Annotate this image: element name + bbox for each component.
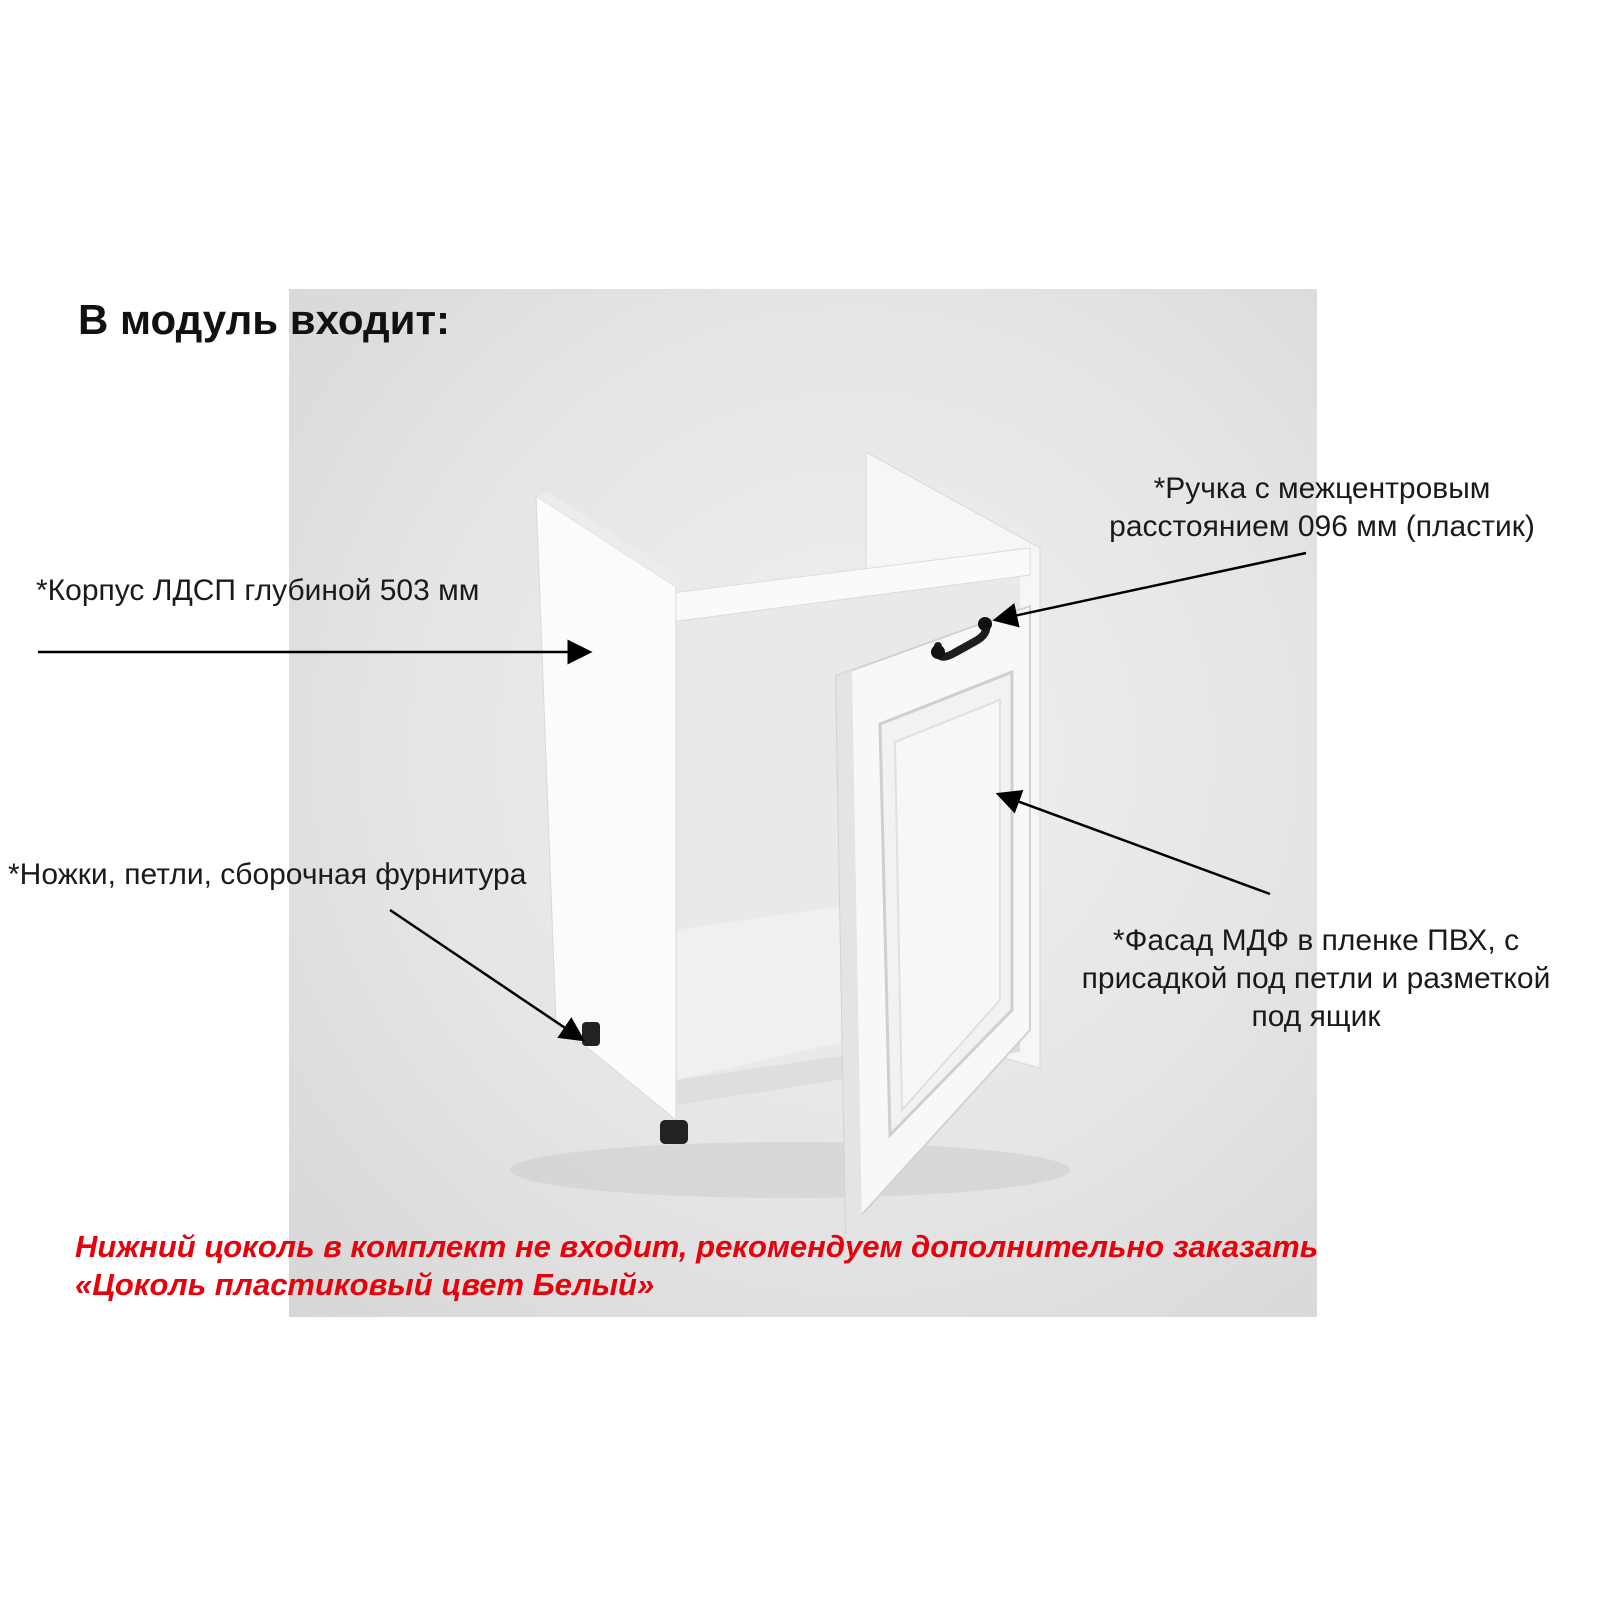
label-handle-line1: *Ручка с межцентровым [1153, 472, 1491, 505]
plinth-note [75, 1228, 1555, 1304]
label-handle [1072, 470, 1572, 546]
label-facade [1046, 922, 1586, 1036]
floor-shadow [510, 1142, 1070, 1198]
leg-icon [660, 1120, 688, 1144]
label-handle-line2: расстоянием 096 мм (пластик) [1109, 510, 1535, 543]
label-body: *Корпус ЛДСП глубиной 503 мм [36, 574, 480, 607]
handle-screw-icon [931, 645, 945, 659]
leg-icon [582, 1022, 600, 1046]
plinth-note-line1: Нижний цоколь в комплект не входит, рекомендуем дополнительно заказать [75, 1229, 1319, 1264]
label-facade-line1: *Фасад МДФ в пленке ПВХ, с [1112, 924, 1520, 957]
page-title: В модуль входит: [78, 296, 451, 343]
cabinet-left-panel [536, 496, 676, 1120]
arrow-handle [995, 553, 1306, 620]
plinth-note-line2: «Цоколь пластиковый цвет Белый» [75, 1267, 655, 1302]
label-facade-line3: под ящик [1251, 1000, 1381, 1033]
label-hardware: *Ножки, петли, сборочная фурнитура [8, 858, 527, 891]
handle-screw-icon [978, 617, 992, 631]
label-facade-line2: присадкой под петли и разметкой [1081, 962, 1551, 995]
